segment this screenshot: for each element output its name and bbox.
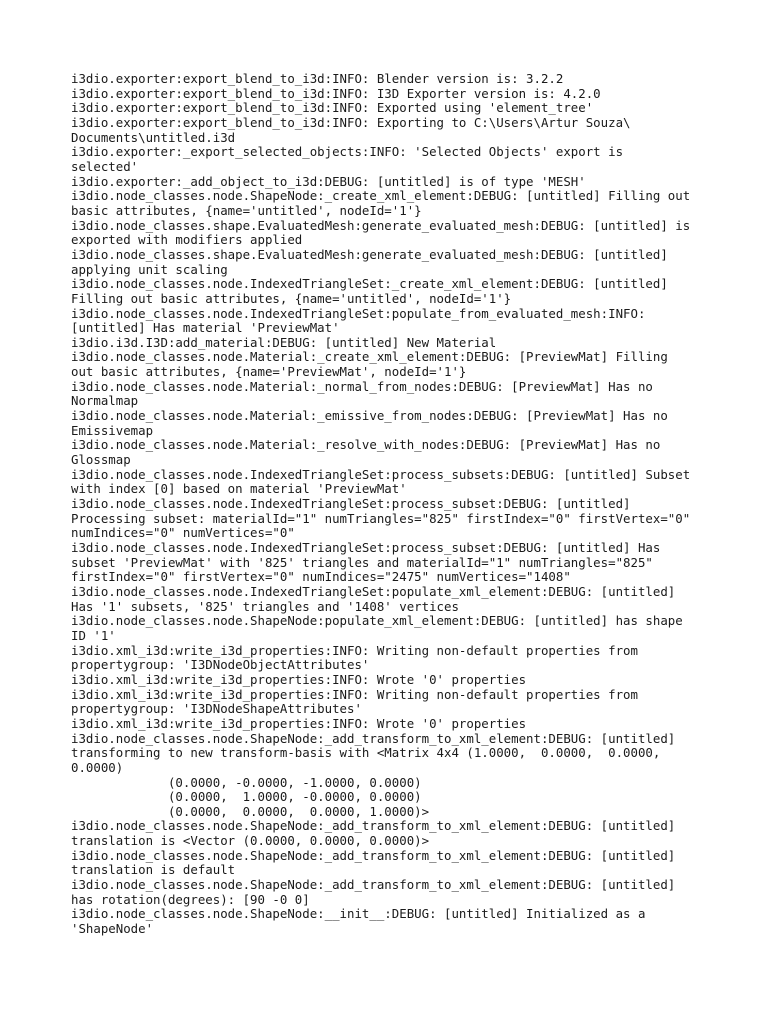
log-line: (0.0000, 0.0000, 0.0000, 1.0000)> — [71, 803, 430, 819]
log-line: ID '1' — [71, 627, 116, 643]
log-line: Has '1' subsets, '825' triangles and '1408' vertices — [71, 598, 459, 614]
log-line: i3dio.node_classes.node.ShapeNode:populate_xml_element:DEBUG: [untitled] has shape — [71, 613, 683, 629]
log-line: basic attributes, {name='untitled', nodeId='1'} — [71, 202, 422, 218]
log-line: i3dio.node_classes.node.IndexedTriangleSet:populate_xml_element:DEBUG: [untitled] — [71, 583, 676, 599]
log-line: i3dio.node_classes.node.IndexedTriangleSet:process_subsets:DEBUG: [untitled] Subset — [71, 466, 691, 482]
log-line: i3dio.i3d.I3D:add_material:DEBUG: [untitled] New Material — [71, 334, 497, 350]
log-line: i3dio.exporter:_export_selected_objects:INFO: 'Selected Objects' export is — [71, 144, 624, 160]
log-line: Processing subset: materialId="1" numTriangles="825" firstIndex="0" firstVertex="0" — [71, 510, 691, 526]
log-line: Normalmap — [71, 393, 139, 409]
log-line: with index [0] based on material 'PreviewMat' — [71, 481, 407, 497]
log-line: subset 'PreviewMat' with '825' triangles and materialId="1" numTriangles="825" — [71, 554, 653, 570]
log-line: i3dio.node_classes.node.Material:_resolve_with_nodes:DEBUG: [PreviewMat] Has no — [71, 437, 661, 453]
log-line: (0.0000, 1.0000, -0.0000, 0.0000) — [71, 789, 422, 805]
log-line: i3dio.node_classes.node.ShapeNode:__init__:DEBUG: [untitled] Initialized as a — [71, 906, 646, 922]
log-line: firstIndex="0" firstVertex="0" numIndices="2475" numVertices="1408" — [71, 569, 571, 585]
log-line: (0.0000, -0.0000, -1.0000, 0.0000) — [71, 774, 422, 790]
log-line: i3dio.node_classes.node.ShapeNode:_create_xml_element:DEBUG: [untitled] Filling out — [71, 188, 691, 204]
log-line: i3dio.exporter:export_blend_to_i3d:INFO: Exported using 'element_tree' — [71, 100, 594, 116]
log-line: [untitled] Has material 'PreviewMat' — [71, 320, 340, 336]
log-line: Emissivemap — [71, 422, 154, 438]
log-line: i3dio.exporter:export_blend_to_i3d:INFO: Exporting to C:\Users\Artur Souza\ — [71, 114, 631, 130]
log-line: Glossmap — [71, 452, 131, 468]
log-line: i3dio.xml_i3d:write_i3d_properties:INFO: Wrote '0' properties — [71, 715, 527, 731]
log-line: out basic attributes, {name='PreviewMat', nodeId='1'} — [71, 364, 467, 380]
log-line: i3dio.node_classes.node.Material:_normal_from_nodes:DEBUG: [PreviewMat] Has no — [71, 378, 653, 394]
log-line: i3dio.xml_i3d:write_i3d_properties:INFO: Writing non-default properties from — [71, 642, 638, 658]
log-line: Filling out basic attributes, {name='untitled', nodeId='1'} — [71, 290, 512, 306]
log-line: i3dio.node_classes.node.Material:_emissive_from_nodes:DEBUG: [PreviewMat] Has no — [71, 408, 668, 424]
log-line: exported with modifiers applied — [71, 232, 303, 248]
log-line: i3dio.xml_i3d:write_i3d_properties:INFO: Writing non-default properties from — [71, 686, 638, 702]
log-line: applying unit scaling — [71, 261, 228, 277]
log-line: i3dio.node_classes.node.ShapeNode:_add_transform_to_xml_element:DEBUG: [untitled] — [71, 847, 676, 863]
log-line: 'ShapeNode' — [71, 921, 154, 937]
log-line: i3dio.node_classes.shape.EvaluatedMesh:generate_evaluated_mesh:DEBUG: [untitled] is — [71, 217, 691, 233]
log-line: i3dio.node_classes.node.IndexedTriangleSet:populate_from_evaluated_mesh:INFO: — [71, 305, 646, 321]
log-line: i3dio.exporter:export_blend_to_i3d:INFO: Blender version is: 3.2.2 — [71, 71, 564, 86]
log-line: i3dio.xml_i3d:write_i3d_properties:INFO: Wrote '0' properties — [71, 671, 527, 687]
log-line: 0.0000) — [71, 759, 124, 775]
log-line: i3dio.exporter:_add_object_to_i3d:DEBUG: [untitled] is of type 'MESH' — [71, 173, 586, 189]
log-line: i3dio.node_classes.node.ShapeNode:_add_transform_to_xml_element:DEBUG: [untitled] — [71, 730, 676, 746]
log-line: has rotation(degrees): [90 -0 0] — [71, 891, 310, 907]
log-document — [71, 72, 711, 937]
log-line: i3dio.node_classes.node.IndexedTriangleSet:_create_xml_element:DEBUG: [untitled] — [71, 276, 668, 292]
log-line: transforming to new transform-basis with <Matrix 4x4 (1.0000, 0.0000, 0.0000, — [71, 745, 661, 761]
log-line: i3dio.node_classes.node.IndexedTriangleSet:process_subset:DEBUG: [untitled] Has — [71, 540, 661, 555]
log-line: i3dio.node_classes.node.Material:_create_xml_element:DEBUG: [PreviewMat] Filling — [71, 349, 668, 365]
log-line: Documents\untitled.i3d — [71, 129, 236, 145]
log-line: translation is <Vector (0.0000, 0.0000, 0.0000)> — [71, 833, 430, 849]
log-line: propertygroup: 'I3DNodeShapeAttributes' — [71, 701, 362, 717]
log-line: i3dio.node_classes.node.ShapeNode:_add_transform_to_xml_element:DEBUG: [untitled] — [71, 818, 676, 834]
log-line: selected' — [71, 158, 139, 174]
log-line: i3dio.exporter:export_blend_to_i3d:INFO: I3D Exporter version is: 4.2.0 — [71, 85, 601, 101]
log-line: i3dio.node_classes.node.ShapeNode:_add_transform_to_xml_element:DEBUG: [untitled] — [71, 877, 676, 893]
log-line: translation is default — [71, 862, 236, 878]
log-line: numIndices="0" numVertices="0" — [71, 525, 295, 541]
log-line: i3dio.node_classes.node.IndexedTriangleSet:process_subset:DEBUG: [untitled] — [71, 496, 631, 512]
log-line: propertygroup: 'I3DNodeObjectAttributes' — [71, 657, 370, 673]
log-line: i3dio.node_classes.shape.EvaluatedMesh:generate_evaluated_mesh:DEBUG: [untitled] — [71, 246, 668, 262]
